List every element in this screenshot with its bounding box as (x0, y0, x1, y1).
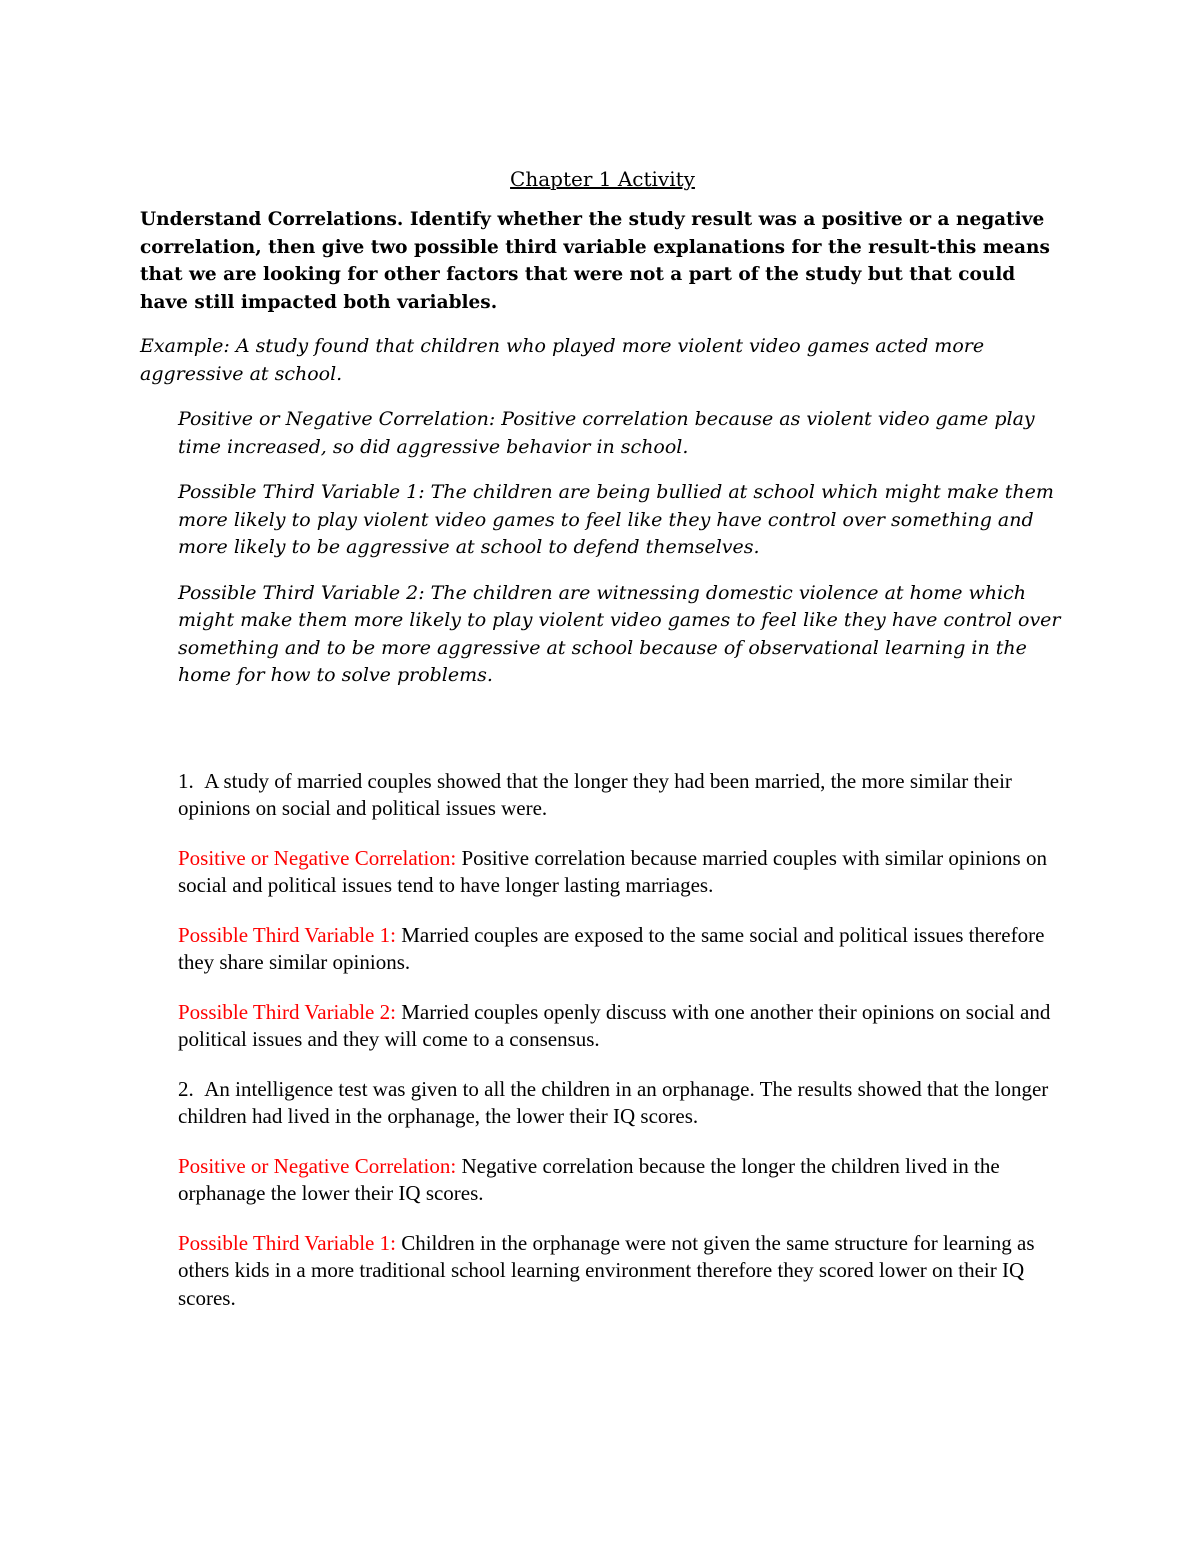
question-1-tv1-text: Married couples are exposed to the same social and political issues therefore they share similar opinions. (178, 922, 1045, 974)
question-2-tv1-text: Children in the orphanage were not given the same structure for learning as others kids in a more traditional school learning environment therefore they scored lower on their IQ scores. (178, 1230, 1035, 1310)
instructions-paragraph: Understand Correlations. Identify whether the study result was a positive or a negative correlation, then give two possible third variable explanations for the result-this means that we are looking for other factors that were not a part of the study but that could have still impacted both variables. (140, 209, 1050, 313)
question-1-correlation-text: Positive correlation because married couples with similar opinions on social and political issues tend to have longer lasting marriages. (178, 845, 1047, 897)
question-1-tv2-label: Possible Third Variable 2: (178, 999, 396, 1024)
question-2-prompt: An intelligence test was given to all the children in an orphanage. The results showed that the longer children had lived in the orphanage, the lower their IQ scores. (178, 1076, 1049, 1128)
question-1 (178, 768, 1065, 823)
question-2-correlation-label: Positive or Negative Correlation: (178, 1153, 457, 1178)
page-title: Chapter 1 Activity (510, 167, 695, 191)
question-2-tv1-label: Possible Third Variable 1: (178, 1230, 396, 1255)
question-2-number: 2. (178, 1076, 194, 1101)
question-2-correlation (178, 1153, 1065, 1208)
section-spacer (140, 708, 1065, 768)
question-1-tv1-label: Possible Third Variable 1: (178, 922, 396, 947)
question-2-third-variable-1 (178, 1230, 1065, 1313)
question-1-number: 1. (178, 768, 194, 793)
example-intro: Example: A study found that children who played more violent video games acted more aggressive at school. (140, 335, 985, 385)
question-2-correlation-text: Negative correlation because the longer the children lived in the orphanage the lower their IQ scores. (178, 1153, 1000, 1205)
example-third-variable-1: Possible Third Variable 1: The children are being bullied at school which might make them more likely to play violent video games to feel like they have control over something and more likely to be aggressive at school to defend themselves. (178, 481, 1054, 558)
example-third-variable-2: Possible Third Variable 2: The children are witnessing domestic violence at home which might make them more likely to play violent video games to feel like they have control over something and to be more aggressive at school because of observational learning in the home for how to solve problems. (178, 581, 1061, 686)
question-1-correlation-label: Positive or Negative Correlation: (178, 845, 457, 870)
question-1-tv2-text: Married couples openly discuss with one another their opinions on social and political issues and they will come to a consensus. (178, 999, 1051, 1051)
question-1-prompt: A study of married couples showed that the longer they had been married, the more similar their opinions on social and political issues were. (178, 768, 1012, 820)
document-content (140, 165, 1065, 1334)
question-2 (178, 1076, 1065, 1131)
question-1-third-variable-2 (178, 999, 1065, 1054)
example-correlation: Positive or Negative Correlation: Positive correlation because as violent video game play time increased, so did aggressive behavior in school. (178, 408, 1035, 458)
question-1-correlation (178, 845, 1065, 900)
question-1-third-variable-1 (178, 922, 1065, 977)
